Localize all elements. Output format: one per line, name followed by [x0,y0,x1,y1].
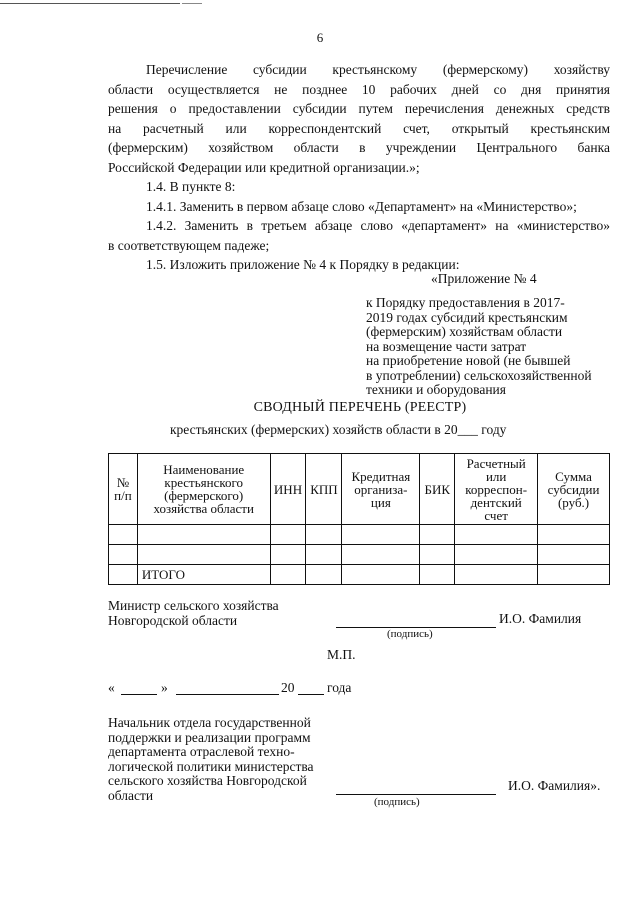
item-1-4-2-line2: в соответствующем падеже; [108,237,270,253]
head-signature-line [336,794,496,795]
minister-name: И.О. Фамилия [499,611,582,626]
paragraph-line: решения о предоставлении субсидии путем перечисления денежных средств [108,101,610,116]
header-kpp: КПП [306,454,342,525]
header-name: Наименование крестьянского (фермерского) хозяйства области [137,454,270,525]
header-bik: БИК [420,454,455,525]
paragraph-line: Российской Федерации или кредитной организации.»; [108,159,420,175]
date-year-suffix: года [327,680,352,695]
table-row [109,545,610,565]
register-subtitle: крестьянских (фермерских) хозяйств области в 20___ году [170,422,507,437]
table-row [109,525,610,545]
header-sum: Сумма субсидии (руб.) [538,454,610,525]
appendix-line: 2019 годах субсидий крестьянским [366,309,568,325]
stamp-place: М.П. [327,647,356,662]
head-name: И.О. Фамилия». [508,778,601,793]
item-1-4-2-line1: 1.4.2. Заменить в третьем абзаце слово «департамент» на «министерство» [146,218,610,233]
paragraph-line: области осуществляется не позднее 10 рабочих дней со дня принятия [108,81,610,97]
appendix-line: техники и оборудования [366,382,506,397]
register-title: СВОДНЫЙ ПЕРЕЧЕНЬ (РЕЕСТР) [253,400,467,415]
appendix-line: на приобретение новой (не бывшей [366,353,571,368]
header-account: Расчетный или корреспон- дентский счет [455,454,538,525]
total-label: ИТОГО [137,565,270,585]
register-table [108,453,610,585]
appendix-line: в употреблении) сельскохозяйственной [366,367,592,383]
paragraph-line: на расчетный или корреспондентский счет, открытый крестьянским [108,120,610,136]
item-1-4: 1.4. В пункте 8: [146,179,236,194]
item-1-4-1: 1.4.1. Заменить в первом абзаце слово «Департамент» на «Министерство»; [146,198,577,214]
minister-title: Министр сельского хозяйства Новгородской области [108,598,279,628]
paragraph-line: (фермерским) хозяйством области в учреждении Центрального банка [108,140,610,155]
date-month-line [176,694,279,695]
page-number: 6 [316,30,324,45]
date-year-line [298,694,324,695]
header-inn: ИНН [270,454,306,525]
appendix-subtitle [366,296,616,398]
date-close-quote: » [161,680,168,695]
header-credit: Кредитная организа- ция [342,454,420,525]
date-open-quote: « [108,680,115,695]
head-title: Начальник отдела государственной поддержки и реализации программ департамента отраслевой техно- логической политики министерства сельского хозяйства Новгородской области [108,715,314,803]
appendix-title: «Приложение № 4 [431,271,537,286]
table-total-row [109,565,610,585]
head-signature-caption: (подпись) [374,796,420,808]
paragraph-line: Перечисление субсидии крестьянскому (фермерскому) хозяйству [146,62,610,77]
main-text [108,60,610,275]
appendix-line: (фермерским) хозяйствам области [366,324,563,339]
minister-signature-caption: (подпись) [387,628,433,640]
header-num: № п/п [109,454,138,525]
date-day-line [121,694,157,695]
appendix-line: к Порядку предоставления в 2017- [366,295,565,310]
top-rule-short [182,3,202,4]
date-year-prefix: 20 [281,680,295,695]
table-header-row [109,454,610,525]
top-rule [0,3,180,4]
item-1-5: 1.5. Изложить приложение № 4 к Порядку в редакции: [146,257,460,272]
appendix-line: на возмещение части затрат [366,338,527,354]
